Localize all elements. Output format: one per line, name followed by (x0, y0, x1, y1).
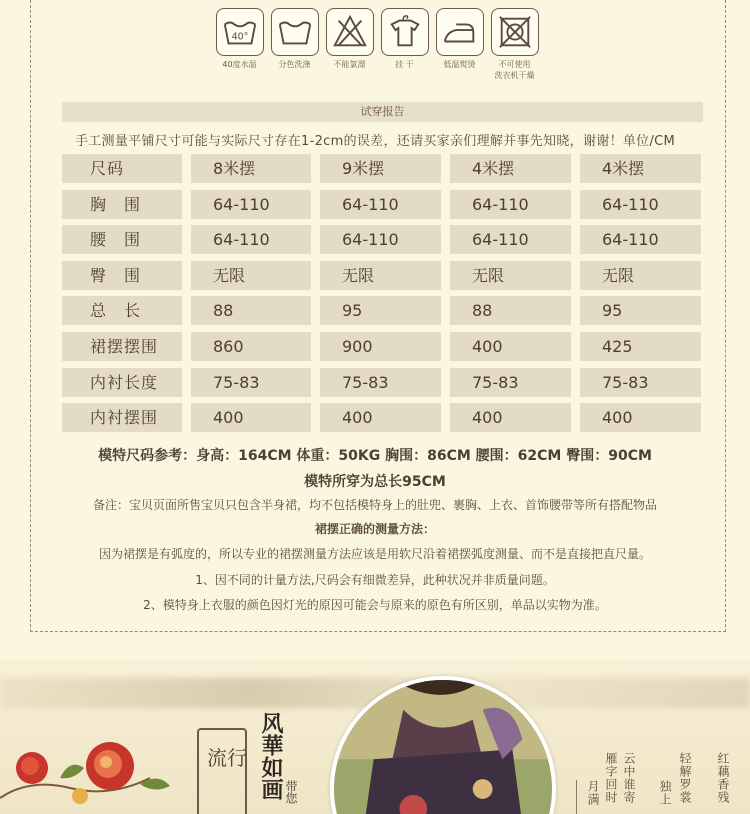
table-cell: 64-110 (580, 225, 701, 254)
care-label-line2: 洗衣机干燥 (494, 71, 535, 80)
table-cell: 无限 (191, 261, 311, 290)
table-row (62, 296, 701, 325)
poem-column: 轻解罗裳 (678, 752, 692, 804)
table-cell: 900 (320, 332, 441, 361)
model-size-reference: 模特尺码参考：身高：164CM 体重：50KG 胸围：86CM 腰围：62CM 臀围：90CM (98, 448, 652, 464)
care-label: 分色洗涤 (278, 60, 311, 69)
table-row (62, 332, 701, 361)
report-title: 试穿报告 (62, 102, 703, 122)
table-cell: 75-83 (191, 368, 311, 397)
bottom-banner (0, 660, 750, 814)
calligraphy-subtitle: 带您 (284, 780, 298, 804)
table-cell: 95 (580, 296, 701, 325)
table-cell: 400 (320, 403, 441, 432)
table-cell: 臀 围 (62, 261, 182, 290)
table-cell: 8米摆 (191, 154, 311, 183)
no-tumble-dry-icon (491, 8, 539, 56)
poem-column: 独上 (658, 780, 672, 806)
table-cell: 75-83 (580, 368, 701, 397)
poem-column: 云中谁寄 (622, 752, 636, 804)
table-cell: 75-83 (450, 368, 571, 397)
table-cell: 内衬摆围 (62, 403, 182, 432)
care-item (377, 8, 432, 81)
remark: 备注：宝贝页面所售宝贝只包含半身裙，均不包括模特身上的肚兜、裹胸、上衣、首饰腰带等所有搭配物品 (92, 498, 657, 512)
table-cell: 400 (450, 332, 571, 361)
hand-wash-icon (271, 8, 319, 56)
care-item (487, 8, 542, 81)
care-item (322, 8, 377, 81)
care-instructions (212, 8, 542, 81)
table-cell: 总 长 (62, 296, 182, 325)
size-table (62, 154, 701, 439)
wash-40-icon (216, 8, 264, 56)
table-cell: 64-110 (320, 190, 441, 219)
table-row (62, 261, 701, 290)
table-cell: 88 (191, 296, 311, 325)
poem-column: 红藕香残 (716, 752, 730, 804)
table-cell: 尺码 (62, 154, 182, 183)
stamp-text: 流行 (207, 746, 247, 770)
table-cell: 内衬长度 (62, 368, 182, 397)
table-cell: 64-110 (450, 190, 571, 219)
table-row (62, 154, 701, 183)
table-row (62, 225, 701, 254)
care-item (212, 8, 267, 81)
table-cell: 4米摆 (450, 154, 571, 183)
model-wear-note: 模特所穿为总长95CM (304, 474, 446, 490)
care-label: 不能氯漂 (333, 60, 366, 69)
care-item (267, 8, 322, 81)
hang-dry-icon (381, 8, 429, 56)
care-label: 40度水温 (222, 60, 257, 69)
table-cell: 64-110 (450, 225, 571, 254)
care-item (432, 8, 487, 81)
table-cell: 64-110 (191, 225, 311, 254)
table-cell: 400 (191, 403, 311, 432)
table-cell: 9米摆 (320, 154, 441, 183)
care-label (487, 59, 542, 81)
table-cell: 64-110 (191, 190, 311, 219)
care-label-line1: 不可使用 (498, 60, 531, 69)
care-label: 挂 干 (395, 60, 414, 69)
low-iron-icon (436, 8, 484, 56)
flower-illustration-icon (0, 738, 200, 814)
note-2: 2、模特身上衣服的颜色因灯光的原因可能会与原来的原色有所区别，单品以实物为准。 (143, 598, 607, 612)
method-title: 裙摆正确的测量方法： (314, 522, 435, 536)
poem-column: 月满 (586, 780, 600, 806)
calligraphy-title: 风華如画 (258, 712, 284, 800)
table-cell: 400 (580, 403, 701, 432)
table-cell: 64-110 (580, 190, 701, 219)
table-cell: 860 (191, 332, 311, 361)
table-cell: 95 (320, 296, 441, 325)
table-cell: 腰 围 (62, 225, 182, 254)
table-cell: 胸 围 (62, 190, 182, 219)
table-cell: 64-110 (320, 225, 441, 254)
table-cell: 无限 (580, 261, 701, 290)
poem-column: 雁字回时 (604, 752, 618, 804)
poem-divider (576, 780, 577, 814)
table-cell: 88 (450, 296, 571, 325)
svg-text:40°: 40° (231, 31, 248, 43)
table-cell: 425 (580, 332, 701, 361)
table-row (62, 190, 701, 219)
table-cell: 无限 (450, 261, 571, 290)
care-label: 低温熨烫 (443, 60, 476, 69)
method-text: 因为裙摆是有弧度的，所以专业的裙摆测量方法应该是用软尺沿着裙摆弧度测量、而不是直接把直尺量。 (98, 547, 651, 561)
table-row (62, 368, 701, 397)
measurement-notice: 手工测量平铺尺寸可能与实际尺寸存在1-2cm的误差，还请买家亲们理解并事先知晓，谢谢！单位/CM (74, 134, 676, 149)
table-cell: 400 (450, 403, 571, 432)
note-1: 1、因不同的计量方法,尺码会有细微差异，此种状况并非质量问题。 (195, 573, 555, 587)
table-cell: 无限 (320, 261, 441, 290)
no-bleach-icon (326, 8, 374, 56)
table-cell: 裙摆摆围 (62, 332, 182, 361)
table-row (62, 403, 701, 432)
table-cell: 4米摆 (580, 154, 701, 183)
table-cell: 75-83 (320, 368, 441, 397)
